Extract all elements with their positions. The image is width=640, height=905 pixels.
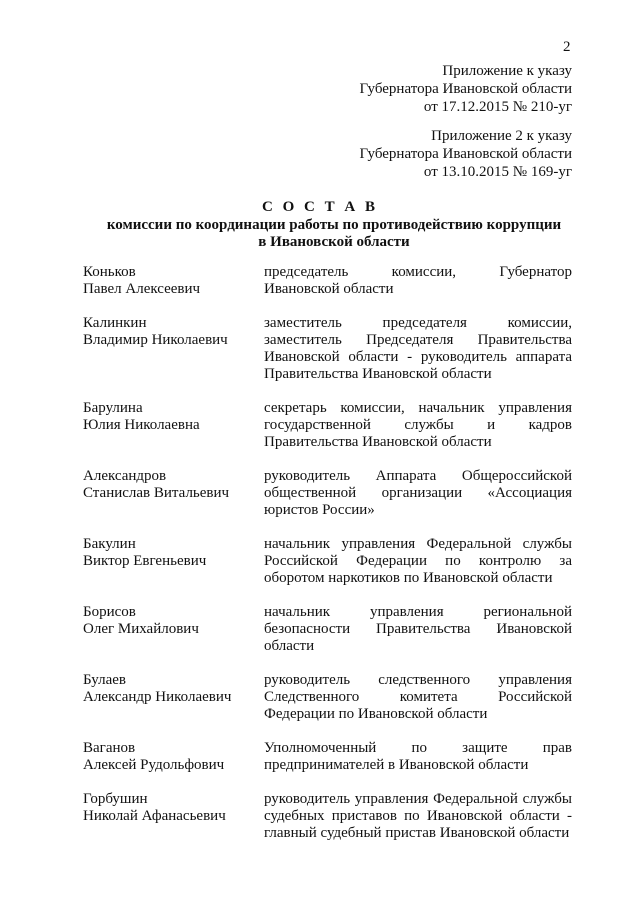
members-list	[83, 264, 572, 859]
member-given-name: Владимир Николаевич	[83, 332, 228, 348]
member-row	[83, 400, 572, 451]
member-role: Уполномоченный по защите прав предпринимателей в Ивановской области	[264, 740, 572, 773]
appendix-line: от 17.12.2015 № 210-уг	[423, 99, 572, 115]
appendix-line: Губернатора Ивановской области	[359, 146, 572, 162]
member-given-name: Станислав Витальевич	[83, 485, 230, 501]
member-surname: Бакулин	[83, 536, 136, 552]
member-name	[83, 740, 264, 774]
member-row	[83, 604, 572, 655]
appendix-header-original	[359, 127, 572, 181]
member-role: начальник управления Федеральной службы Российской Федерации по контролю за оборотом наркотиков по Ивановской области	[264, 536, 572, 586]
member-role: руководитель управления Федеральной службы судебных приставов по Ивановской области - главный судебный пристав Ивановской области	[264, 791, 572, 841]
member-given-name: Алексей Рудольфович	[83, 757, 225, 773]
page-number: 2	[563, 39, 571, 55]
document-title	[0, 197, 640, 251]
member-surname: Барулина	[83, 400, 143, 416]
member-name	[83, 791, 264, 825]
appendix-header-current	[359, 62, 572, 116]
member-row	[83, 264, 572, 298]
member-row	[83, 315, 572, 383]
title-subtitle: комиссии по координации работы по противодействию коррупции	[106, 217, 562, 233]
member-role: руководитель Аппарата Общероссийской общественной организации «Ассоциация юристов России»	[264, 468, 572, 518]
member-role: руководитель следственного управления Следственного комитета Российской Федерации по Ивановской области	[264, 672, 572, 722]
member-surname: Горбушин	[83, 791, 148, 807]
appendix-line: Приложение 2 к указу	[431, 128, 572, 144]
member-given-name: Николай Афанасьевич	[83, 808, 226, 824]
member-row	[83, 791, 572, 842]
member-row	[83, 468, 572, 519]
member-surname: Калинкин	[83, 315, 147, 331]
member-name	[83, 672, 264, 706]
member-given-name: Александр Николаевич	[83, 689, 232, 705]
member-surname: Александров	[83, 468, 167, 484]
member-name	[83, 264, 264, 298]
member-name	[83, 536, 264, 570]
member-name	[83, 468, 264, 502]
member-name	[83, 315, 264, 349]
member-surname: Коньков	[83, 264, 136, 280]
member-row	[83, 740, 572, 774]
member-role: председатель комиссии, Губернатор Ивановской области	[264, 264, 572, 297]
member-given-name: Павел Алексеевич	[83, 281, 201, 297]
member-surname: Булаев	[83, 672, 126, 688]
appendix-line: Приложение к указу	[442, 63, 572, 79]
member-surname: Ваганов	[83, 740, 136, 756]
member-role: секретарь комиссии, начальник управления государственной службы и кадров Правительства Ивановской области	[264, 400, 572, 450]
title-main: С О С Т А В	[262, 199, 378, 215]
member-given-name: Виктор Евгеньевич	[83, 553, 207, 569]
member-row	[83, 672, 572, 723]
member-role: заместитель председателя комиссии, заместитель Председателя Правительства Ивановской области - руководитель аппарата Правительства Ивановской области	[264, 315, 572, 382]
member-given-name: Юлия Николаевна	[83, 417, 200, 433]
member-given-name: Олег Михайлович	[83, 621, 199, 637]
appendix-line: Губернатора Ивановской области	[359, 81, 572, 97]
member-row	[83, 536, 572, 587]
appendix-line: от 13.10.2015 № 169-уг	[423, 164, 572, 180]
title-subtitle: в Ивановской области	[258, 234, 410, 250]
member-name	[83, 604, 264, 638]
member-name	[83, 400, 264, 434]
member-role: начальник управления региональной безопасности Правительства Ивановской области	[264, 604, 572, 654]
member-surname: Борисов	[83, 604, 136, 620]
